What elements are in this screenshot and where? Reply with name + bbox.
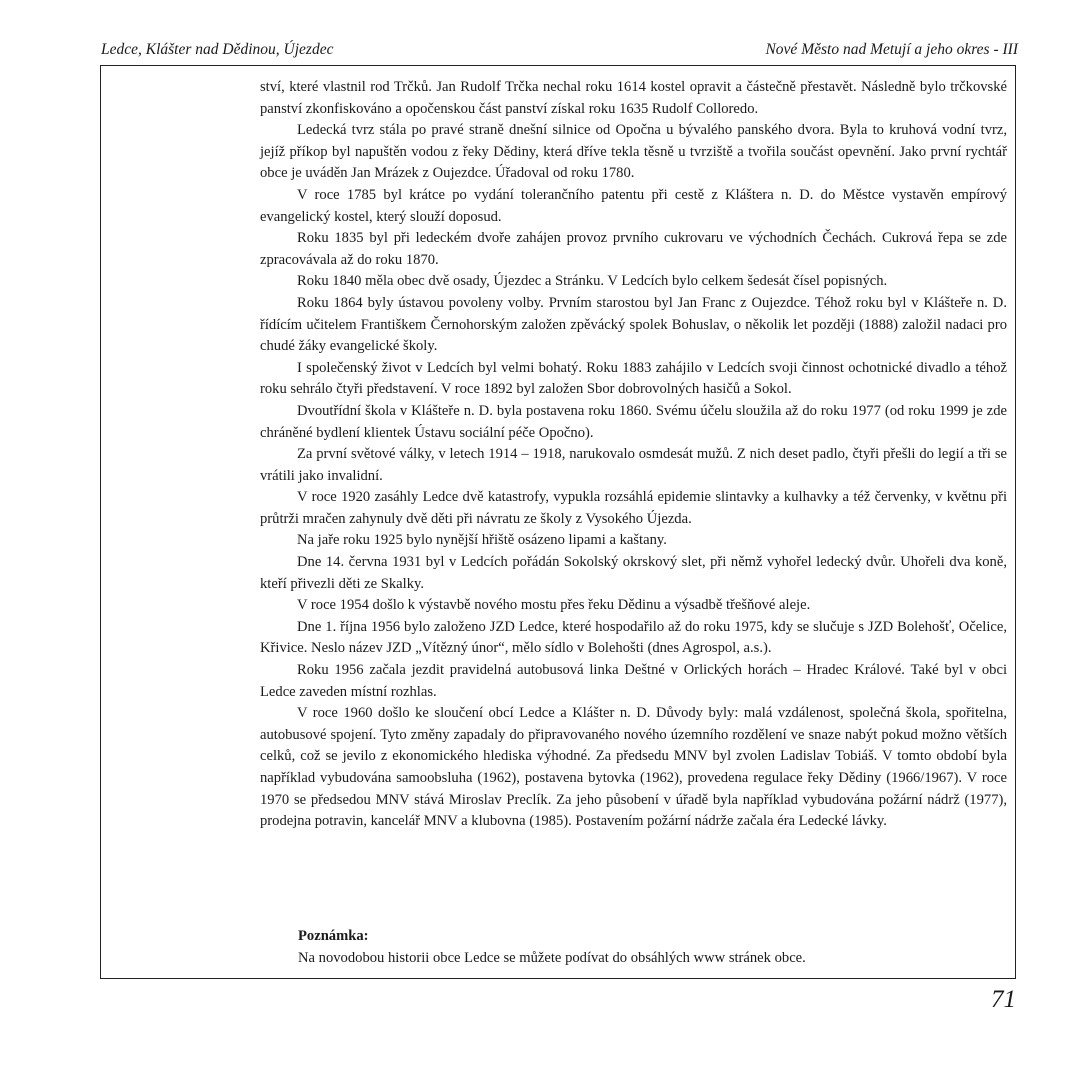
paragraph-1785: V roce 1785 byl krátce po vydání tolerančního patentu při cestě z Kláštera n. D. do Městce vystavěn empírový evangelický kostel, který slouží doposud.	[260, 186, 1007, 225]
paragraph-1960: V roce 1960 došlo ke sloučení obcí Ledce a Klášter n. D. Důvody byly: malá vzdálenost, společná škola, spořitelna, autobusové spojení. Tyto změny zapadaly do připravovaného nového územního rozdělení ve snaze nabýt pokud možno větších celků, což se jevilo z ekonomického hlediska výhodné. Za předsedu MNV byl zvolen Ladislav Tobiáš. V tomto období byla například vybudována samoobsluha (1962), postavena bytovka (1962), provedena regulace řeky Dědiny (1966/1967). V roce 1970 se předsedou MNV stává Miroslav Preclík. Za jeho působení v úřadě byla například vybudována požární nádrž (1977), prodejna potravin, kancelář MNV a klubovna (1985). Postavením požární nádrže začala éra Ledecké lávky.	[260, 705, 1007, 830]
running-header-right: Nové Město nad Metují a jeho okres - III	[765, 41, 1018, 58]
note	[298, 926, 1007, 969]
note-title: Poznámka:	[298, 928, 369, 944]
paragraph-1883: I společenský život v Ledcích byl velmi bohatý. Roku 1883 zahájilo v Ledcích svoji činnost ochotnické divadlo a téhož roku sehrálo čtyři představení. V roce 1892 byl založen Sbor dobrovolných hasičů a Sokol.	[260, 359, 1007, 398]
paragraph-1925: Na jaře roku 1925 bylo nynější hřiště osázeno lipami a kaštany.	[297, 532, 667, 549]
note-text: Na novodobou historii obce Ledce se můžete podívat do obsáhlých www stránek obce.	[298, 949, 806, 966]
running-header	[101, 39, 1018, 61]
paragraph-1956-autobus: Roku 1956 začala jezdit pravidelná autobusová linka Deštné v Orlických horách – Hradec Králové. Také byl v obci Ledce zaveden místní rozhlas.	[260, 662, 1007, 700]
body-text	[260, 77, 1007, 833]
paragraph-1840: Roku 1840 měla obec dvě osady, Újezdec a Stránku. V Ledcích bylo celkem šedesát čísel popisných.	[297, 273, 888, 290]
paragraph-1954: V roce 1954 došlo k výstavbě nového mostu přes řeku Dědinu a výsadbě třešňové aleje.	[297, 597, 811, 614]
page-number: 71	[991, 986, 1016, 1013]
paragraph-continuation: ství, které vlastnil rod Trčků. Jan Rudolf Trčka nechal roku 1614 kostel opravit a částečně přestavět. Následně bylo trčkovské panství zkonfiskováno a opočenskou část panství získal roku 1635 Rudolf Colloredo.	[260, 79, 1007, 117]
paragraph-skola: Dvoutřídní škola v Klášteře n. D. byla postavena roku 1860. Svému účelu sloužila až do roku 1977 (od roku 1999 je zde chráněné bydlení klientek Ústavu sociální péče Opočno).	[260, 402, 1007, 441]
paragraph-1835: Roku 1835 byl při ledeckém dvoře zahájen provoz prvního cukrovaru ve východních Čechách. Cukrová řepa se zde zpracovávala až do roku 1870.	[260, 230, 1007, 268]
paragraph-1914: Za první světové války, v letech 1914 – 1918, narukovalo osmdesát mužů. Z nich deset padlo, čtyři přešli do legií a tři se vrátili jako invalidní.	[260, 446, 1007, 484]
paragraph-1864: Roku 1864 byly ústavou povoleny volby. Prvním starostou byl Jan Franc z Oujezdce. Téhož roku byl v Klášteře n. D. řídícím učitelem Františkem Černohorským založen zpěvácký spolek Bohuslav, o několik let později (1888) založil nadaci pro chudé žáky evangelické školy.	[260, 294, 1007, 355]
paragraph-1920: V roce 1920 zasáhly Ledce dvě katastrofy, vypukla rozsáhlá epidemie slintavky a kulhavky a též červenky, v květnu při průtrži mračen zahynuly dvě děti při návratu ze školy z Vysokého Újezda.	[260, 489, 1007, 527]
paragraph-1931: Dne 14. června 1931 byl v Ledcích pořádán Sokolský okrskový slet, při němž vyhořel ledecký dvůr. Uhořeli dva koně, kteří přivezli děti ze Skalky.	[260, 554, 1007, 592]
paragraph-1956-jzd: Dne 1. října 1956 bylo založeno JZD Ledce, které hospodařilo až do roku 1975, kdy se slučuje s JZD Bolehošť, Očelice, Křivice. Neslo název JZD „Vítězný únor“, mělo sídlo v Bolehošti (dnes Agrospol, a.s.).	[260, 618, 1007, 657]
running-header-left: Ledce, Klášter nad Dědinou, Újezdec	[101, 41, 334, 58]
paragraph-tvrz: Ledecká tvrz stála po pravé straně dnešní silnice od Opočna u bývalého panského dvora. Byla to kruhová vodní tvrz, jejíž příkop byl napuštěn vodou z řeky Dědiny, která dříve tekla těsně u tvrziště a tvořila součást opevnění. Jako první rychtář obce je uváděn Jan Mrázek z Oujezdce. Úřadoval od roku 1780.	[260, 122, 1007, 182]
